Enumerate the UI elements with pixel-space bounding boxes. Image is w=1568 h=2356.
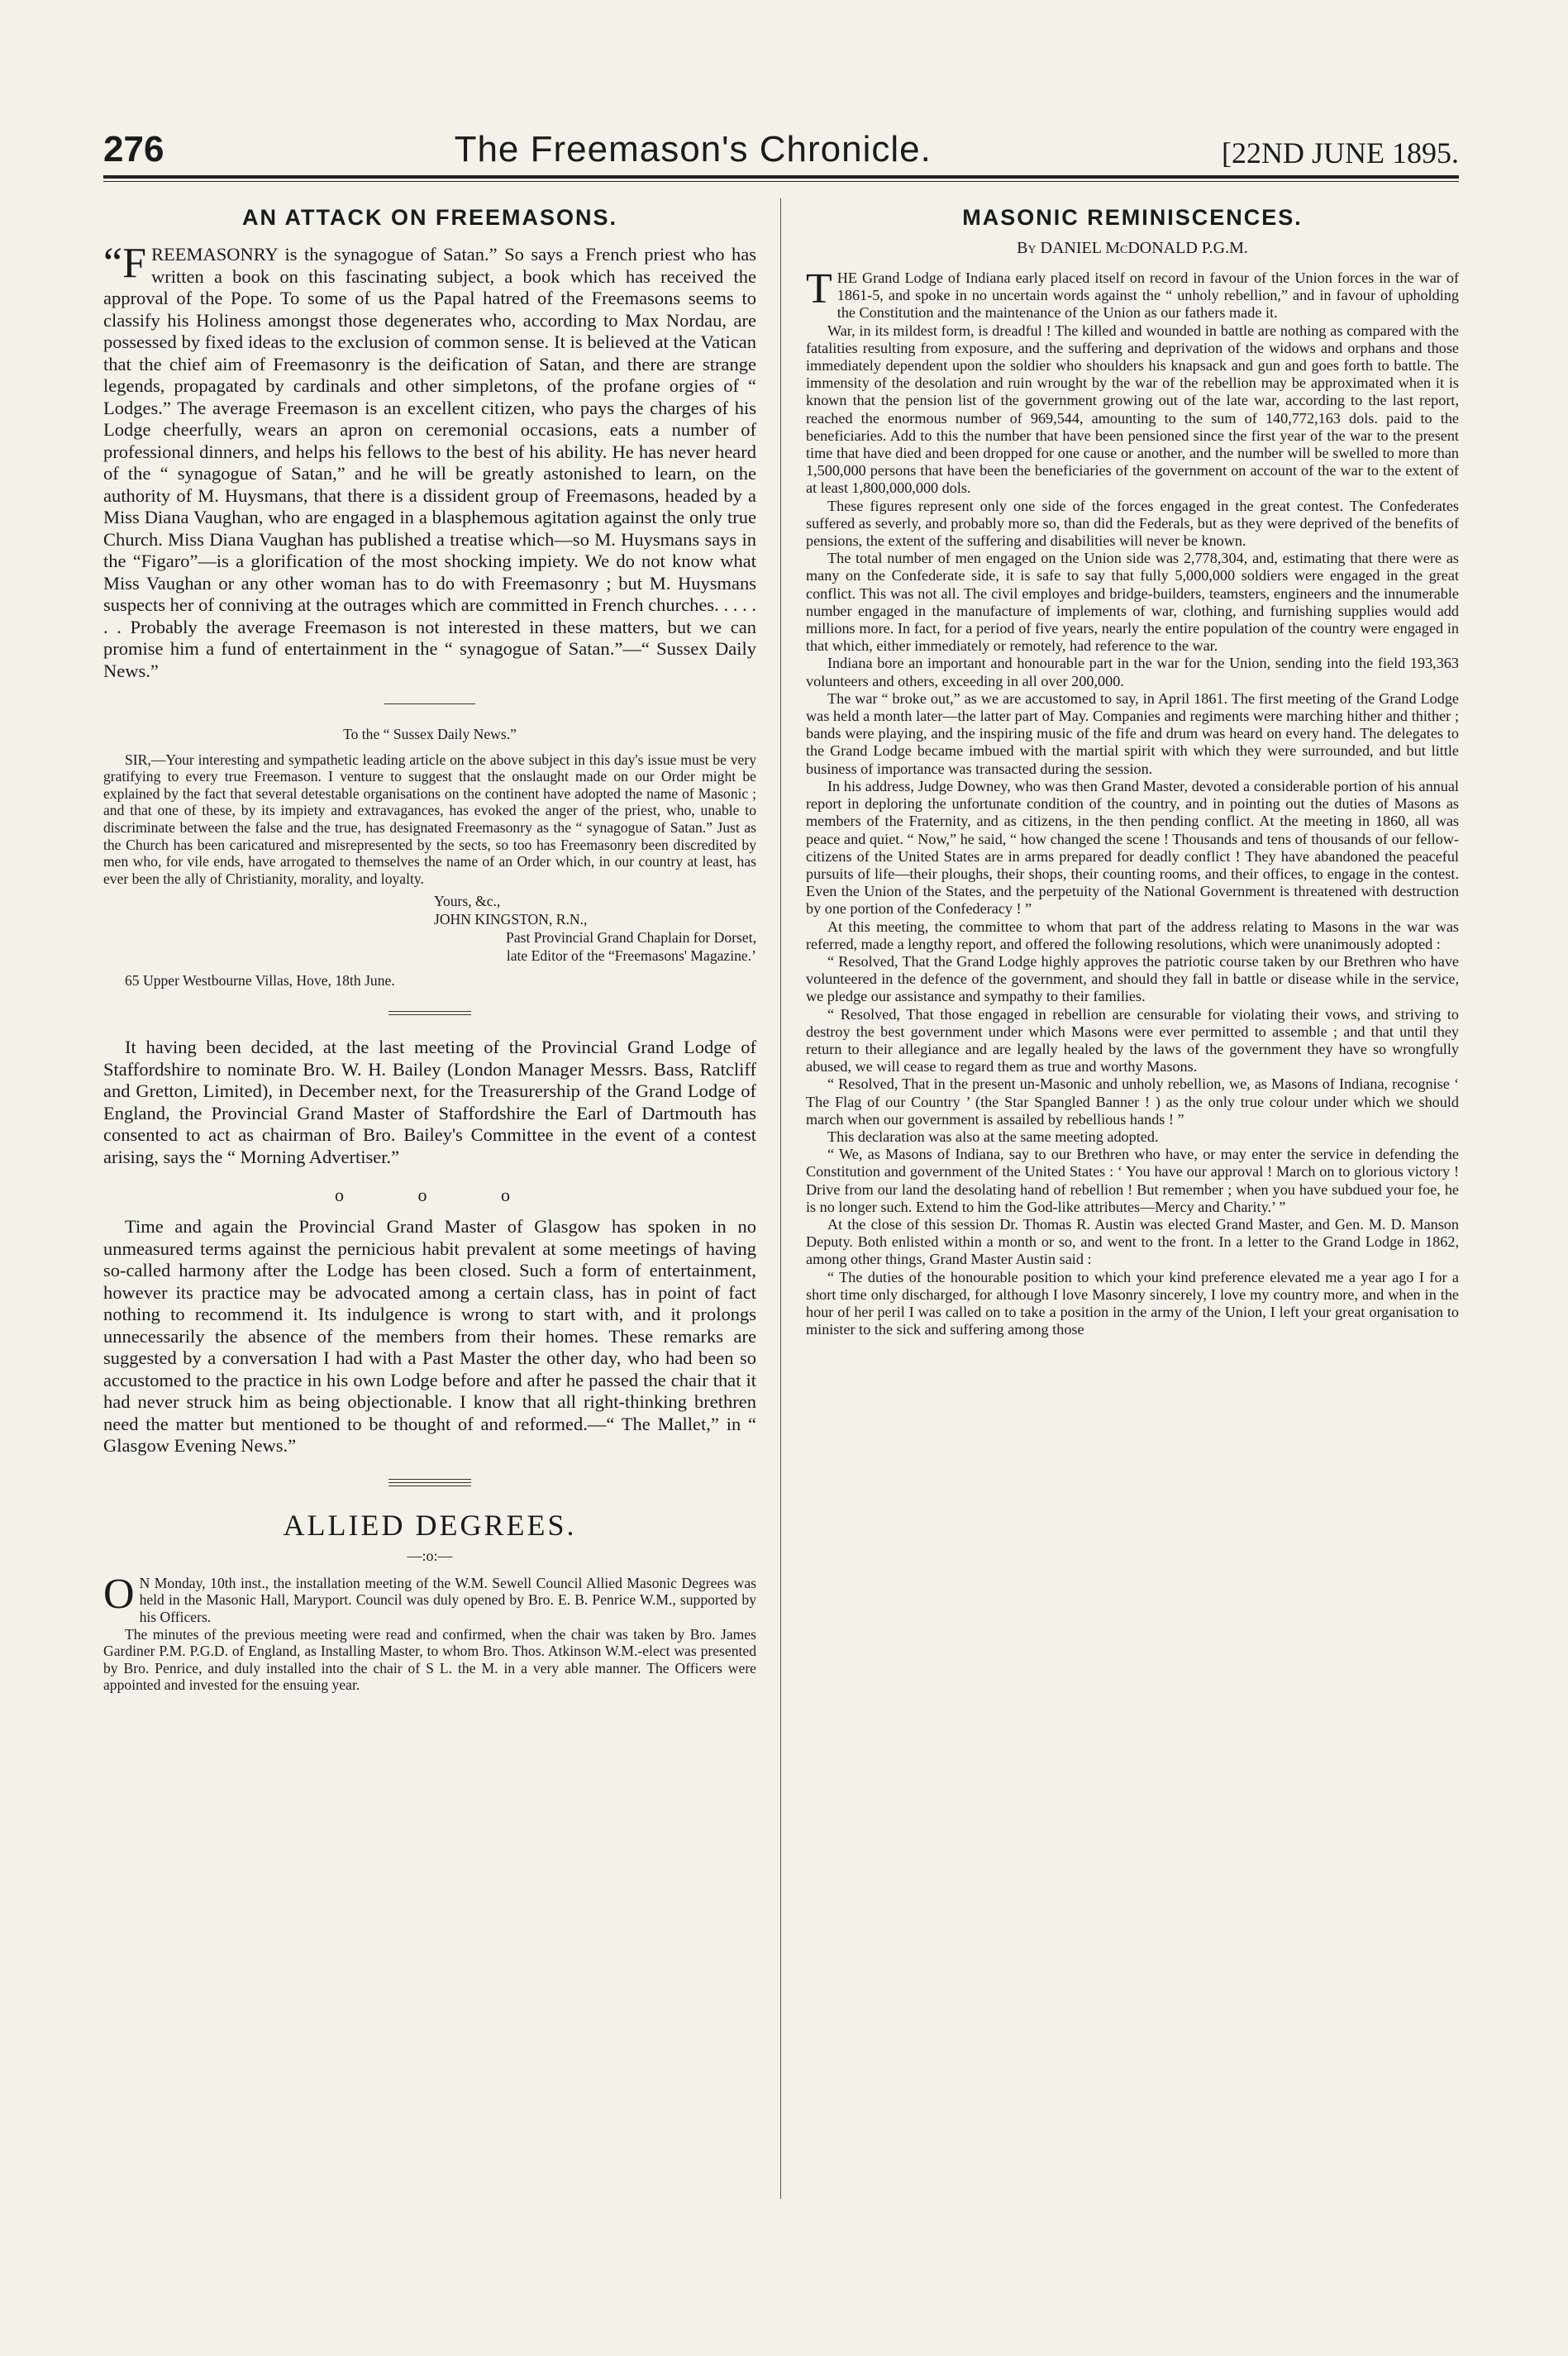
article-title-reminiscences: MASONIC REMINISCENCES. [962, 205, 1303, 230]
reminiscences-body [806, 265, 1459, 1338]
section-separator: o o o [335, 1185, 545, 1206]
reminiscences-paragraph: “ The duties of the honourable position to which your kind preference elevated me a year ago I for a short time only discharged, for although I love Masonry sincerely, I love my country more, and when in the hour of her peril I was called on to take a position in the army of the Union, I left your great organisation to minister to the sick and suffering among those [806, 1268, 1459, 1338]
allied-paragraph-2: The minutes of the previous meeting were read and confirmed, when the chair was taken by Bro. James Gardiner P.M. P.G.D. of England, as Installing Master, to whom Bro. Thos. Atkinson W.M.-elect was presented by Bro. Penrice, and duly installed into the chair of S L. the M. in a very able manner. The Officers were appointed and invested for the ensuing year. [103, 1625, 756, 1694]
letter-body: SIR,—Your interesting and sympathetic leading article on the above subject in this day's issue must be very gratifying to every true Freemason. I venture to suggest that the onslaught made on our Order might be explained by the fact that several detestable organisations on the continent have adopted the name of Masonic ; and that one of these, by its impiety and extravagances, has evoked the anger of the priest, who, unable to discriminate between the false and the true, has designated Freemasonry as the “ synagogue of Satan.” Just as the Church has been caricatured and misrepresented by the sects, so too has Freemasonry been discredited by men who, for vile ends, have arrogated to themselves the name of an Order which, in our country at least, has ever been the ally of Christianity, morality, and loyalty. [103, 751, 756, 887]
reminiscences-paragraph: War, in its mildest form, is dreadful ! The killed and wounded in battle are nothing as compared with the fatalities resulting from exposure, and the suffering and deprivation of the widows and orphans and those immediately dependent upon the soldier who shoulders his knapsack and gun and goes forth to battle. The immensity of the desolation and ruin wrought by the war of the rebellion may be approximated when it is known that the pension list of the government growing out of the late war, according to the last report, reached the enormous number of 969,544, amounting to the sum of 140,772,163 dols. paid to the beneficiaries. Add to this the number that have been pensioned since the first year of the war to the present time that have died and been dropped for one cause or another, and the number will be swelled to more than 1,500,000 persons that have been the beneficiaries of the government on account of the war to the extent of at least 1,800,000,000 dols. [806, 322, 1459, 497]
letter-signer: JOHN KINGSTON, R.N., [434, 911, 588, 928]
reminiscences-paragraph: “ We, as Masons of Indiana, say to our Brethren who have, or may enter the service in defending the Constitution and government of the United States : ‘ You have our approval ! March on to glorious victory ! Drive from our land the desolating hand of rebellion ! But remember ; when you have subdued your foe, he is no longer such. Extend to him the God-like attributes—Mercy and Charity.’ ” [806, 1146, 1459, 1215]
attack-body: “FREEMASONRY is the synagogue of Satan.” So says a French priest who has written a book on this fascinating subject, a book which has received the approval of the Pope. To some of us the Papal hatred of the Freemasons seems to classify his Holiness amongst those degenerates who, according to Max Nordau, are possessed by fixed ideas to the exclusion of common sense. It is believed at the Vatican that the chief aim of Freemasonry is the deification of Satan, and there are strange legends, propagated by cardinals and other simpletons, of the profane orgies of “ Lodges.” The average Freemason is an excellent citizen, who pays the charges of his Lodge cheerfully, wears an apron on ceremonial occasions, eats a number of professional dinners, and helps his fellows to the best of his ability. He has never heard of the “ synagogue of Satan,” and he will be greatly astonished to learn, on the authority of M. Huysmans, that there is a dissident group of Freemasons, headed by a Miss Diana Vaughan, who are engaged in a blasphemous agitation against the only true Church. Miss Diana Vaughan has published a treatise which—so M. Huysmans says in the “Figaro”—is a glorification of the most shocking impiety. We do not know what Miss Vaughan or any other woman has to do with Freemasonry ; but M. Huysmans suspects her of conniving at the outrages which are committed in French churches. . . . . . . Probably the average Freemason is not interested in these matters, but we can promise him a fund of entertainment in the “ synagogue of Satan.”—“ Sussex Daily News.” [103, 240, 756, 681]
byline: By DANIEL McDONALD P.G.M. [1017, 239, 1248, 257]
double-rule [388, 1011, 471, 1015]
column-divider [780, 198, 781, 2199]
reminiscences-paragraph: THE Grand Lodge of Indiana early placed itself on record in favour of the Union forces in the war of 1861-5, and spoke in no uncertain words against the “ unholy rebellion,” and in favour of upholding the Constitution and the maintenance of the Union as our fathers made it. [806, 265, 1459, 322]
reminiscences-paragraph: Indiana bore an important and honourable part in the war for the Union, sending into the field 193,363 volunteers and others, exceeding in all over 200,000. [806, 655, 1459, 689]
publication-title: The Freemason's Chronicle. [454, 129, 932, 169]
reminiscences-paragraph: The total number of men engaged on the Union side was 2,778,304, and, estimating that there were as many on the Confederate side, it is safe to say that fully 5,000,000 soldiers were engaged in the great conflict. This was not all. The civil employes and bridge-builders, teamsters, engineers and the innumerable number engaged in the manufacture of implements of war, clothing, and furnishing supplies would add millions more. In fact, for a period of five years, nearly the entire population of the country were engaged in that which, either immediately or remotely, had reference to the war. [806, 550, 1459, 655]
letter-signer-role-2: late Editor of the “Freemasons' Magazine.’ [506, 947, 756, 965]
reminiscences-paragraph: At the close of this session Dr. Thomas R. Austin was elected Grand Master, and Gen. M. D. Manson Deputy. Both enlisted within a month or so, and went to the front. In a letter to the Grand Lodge in 1862, among other things, Grand Master Austin said : [806, 1215, 1459, 1268]
reminiscences-paragraph: This declaration was also at the same meeting adopted. [827, 1128, 1159, 1145]
letter-salutation: To the “ Sussex Daily News.” [343, 726, 517, 742]
left-column [103, 198, 756, 1694]
reminiscences-paragraph: These figures represent only one side of the forces engaged in the great contest. The Confederates suffered as severly, and probably more so, than did the Federals, but as they were deprived of the benefits of pensions, the extent of the suffering and disabilities will never be known. [806, 497, 1459, 550]
header-rule-thin [103, 181, 1459, 182]
letter-signature [103, 892, 756, 990]
page-number: 276 [103, 129, 164, 169]
reminiscences-paragraph: At this meeting, the committee to whom that part of the address relating to Masons in the war was referred, made a lengthy report, and offered the following resolutions, which were unanimously adopted : [806, 918, 1459, 952]
issue-date: [22ND JUNE 1895. [1222, 136, 1459, 169]
letter-signer-role-1: Past Provincial Grand Chaplain for Dorset, [506, 929, 756, 947]
article-title-attack: AN ATTACK ON FREEMASONS. [242, 205, 617, 230]
article-title-allied: ALLIED DEGREES. [283, 1508, 577, 1542]
page-header [103, 124, 1459, 170]
reminiscences-paragraph: “ Resolved, That the Grand Lodge highly approves the patriotic course taken by our Brethren who have volunteered in the defence of the government, and should they fall in battle or disease while in the service, we pledge our assistance and sympathy to their families. [806, 952, 1459, 1005]
letter-address: 65 Upper Westbourne Villas, Hove, 18th June. [125, 972, 395, 990]
letter-closing: Yours, &c., [434, 893, 501, 910]
reminiscences-paragraph: “ Resolved, That those engaged in rebellion are censurable for violating their vows, and striving to destroy the best government under which Masons were ever permitted to assemble ; and that until they return to their allegiance and are legally healed by the laws of the government they have so wrongfully abused, we will cease to regard them as true and worthy Masons. [806, 1005, 1459, 1075]
right-column [806, 198, 1459, 1338]
short-rule [384, 703, 475, 704]
reminiscences-paragraph: “ Resolved, That in the present un-Masonic and unholy rebellion, we, as Masons of Indiana, recognise ‘ The Flag of our Country ’ (the Star Spangled Banner ! ) as the only true colour under which we should march when our government is assailed by rebellious hands ! ” [806, 1075, 1459, 1128]
reminiscences-paragraph: In his address, Judge Downey, who was then Grand Master, devoted a considerable portion of his annual report in deploring the unfortunate condition of the country, and in pointing out the duties of Masons as members of the Fraternity, and as citizens, in the then pending conflict. At the meeting in 1860, all was peace and quiet. “ Now,” he said, “ how changed the scene ! Thousands and tens of thousands of our fellow-citizens of the United States are in arms prepared for deadly conflict ! They have abandoned the peaceful pursuits of life—their ploughs, their shops, their counting rooms, and their offices, to engage in the contest. Even the Union of the States, and the perpetuity of the National Government is threatened with destruction by one portion of the Confederacy ! ” [806, 777, 1459, 918]
glasgow-paragraph: Time and again the Provincial Grand Master of Glasgow has spoken in no unmeasured terms against the pernicious habit prevalent at some meetings of having so-called harmony after the Lodge has been closed. Such a form of entertainment, however its practice may be advocated among a certain class, has in point of fact nothing to recommend it. Its indulgence is wrong to start with, and it prolongs unnecessarily the absence of the members from their homes. These remarks are suggested by a conversation I had with a Past Master the other day, who had been so accustomed to the practice in his own Lodge before and after he passed the chair that it had never struck him as being objectionable. I know that all right-thinking brethren need the matter but mentioned to be thought of and reformed.—“ The Mallet,” in “ Glasgow Evening News.” [103, 1216, 756, 1457]
double-rule-2 [388, 1479, 471, 1486]
header-rule [103, 175, 1459, 179]
staffordshire-paragraph: It having been decided, at the last meeting of the Provincial Grand Lodge of Staffordshire to nominate Bro. W. H. Bailey (London Manager Messrs. Bass, Ratcliff and Gretton, Limited), in December next, for the Treasurership of the Grand Lodge of England, the Provincial Grand Master of Staffordshire the Earl of Dartmouth has consented to act as chairman of Bro. Bailey's Committee in the event of a contest arising, says the “ Morning Advertiser.” [103, 1037, 756, 1167]
allied-paragraph-1: ON Monday, 10th inst., the installation meeting of the W.M. Sewell Council Allied Masonic Degrees was held in the Masonic Hall, Maryport. Council was duly opened by Bro. E. B. Penrice W.M., supported by his Officers. [103, 1570, 756, 1626]
reminiscences-paragraph: The war “ broke out,” as we are accustomed to say, in April 1861. The first meeting of the Grand Lodge was held a month later—the latter part of May. Companies and regiments were marching hither and thither ; bands were playing, and the inspiring music of the fife and drum was heard on every hand. The delegates to the Grand Lodge became imbued with the martial spirit with which they were surrounded, and but little business of importance was transacted during the session. [806, 689, 1459, 777]
allied-separator: —:o:— [407, 1547, 453, 1564]
